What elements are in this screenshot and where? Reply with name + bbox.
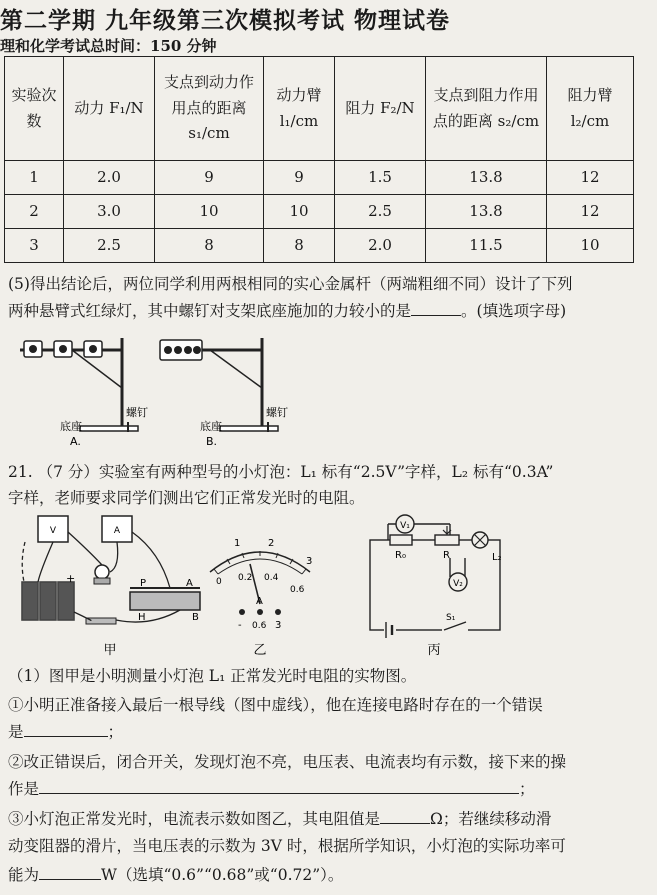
circuit-figures xyxy=(10,512,640,662)
q5-line2-end: 。(填选项字母) xyxy=(461,302,567,321)
page-title: 第二学期 九年级第三次模拟考试 物理试卷 xyxy=(0,7,451,34)
figure-yi-caption: 乙 xyxy=(253,643,267,658)
terminal-a-label: A xyxy=(186,578,193,589)
q3-line-d xyxy=(8,862,343,887)
header-cell: 阻力臂 l₂/cm xyxy=(547,57,634,161)
q3-power-blank[interactable] xyxy=(39,862,101,880)
table-cell: 2.0 xyxy=(64,161,155,195)
screw-label: 螺钉 xyxy=(266,406,288,419)
q3-unit-text: Ω；若继续移动滑 xyxy=(430,810,552,829)
header-cell: 动力 F₁/N xyxy=(64,57,155,161)
table-row xyxy=(5,229,634,263)
table-cell: 8 xyxy=(155,229,264,263)
q21-line1: 21. （7 分）实验室有两种型号的小灯泡：L₁ 标有“2.5V”字样，L₂ 标有“0.3A” xyxy=(8,463,554,481)
svg-text:V: V xyxy=(49,526,57,536)
q3-resistance-blank[interactable] xyxy=(380,806,430,824)
figure-bing-caption: 丙 xyxy=(427,643,441,658)
figure-bing xyxy=(370,515,502,658)
rheostat-label: R xyxy=(443,550,450,561)
table-cell: 9 xyxy=(155,161,264,195)
q1-answer-blank[interactable] xyxy=(24,719,108,737)
table-cell: 12 xyxy=(547,195,634,229)
q2-line-a: ②改正错误后，闭合开关，发现灯泡不亮，电压表、电流表均有示数，接下来的操 xyxy=(8,753,567,771)
figure-a xyxy=(20,338,148,448)
table-row xyxy=(5,195,634,229)
q1-line-a: ①小明正准备接入最后一根导线（图中虚线），他在连接电路时存在的一个错误 xyxy=(8,696,543,714)
table-cell: 12 xyxy=(547,161,634,195)
terminal-3: 3 xyxy=(275,620,282,631)
header-cell: 阻力 F₂/N xyxy=(335,57,426,161)
scale-bottom-tick: 0.4 xyxy=(264,573,279,583)
header-cell: 支点到阻力作用点的距离 s₂/cm xyxy=(426,57,547,161)
q21-line2: 字样，老师要求同学们测出它们正常发光时的电阻。 xyxy=(8,489,365,507)
table-header-row xyxy=(5,57,634,161)
table-cell: 2.5 xyxy=(64,229,155,263)
terminal-b-label: B xyxy=(192,612,199,623)
table-cell: 2.0 xyxy=(335,229,426,263)
table-cell: 10 xyxy=(155,195,264,229)
table-cell: 10 xyxy=(264,195,335,229)
v1-label: V₁ xyxy=(400,521,410,531)
base-label: 底座 xyxy=(60,420,82,433)
q1-prefix: 是 xyxy=(8,723,24,742)
option-b-label: B. xyxy=(206,435,218,448)
table-cell: 2 xyxy=(5,195,64,229)
table-cell: 8 xyxy=(264,229,335,263)
q3-line-c: 动变阻器的滑片，当电压表的示数为 3V 时，根据所学知识，小灯泡的实际功率可 xyxy=(8,837,566,855)
q1-line-b xyxy=(8,719,123,744)
q5-line2-text: 两种悬臂式红绿灯，其中螺钉对支架底座施加的力较小的是 xyxy=(8,302,412,321)
table-cell: 10 xyxy=(547,229,634,263)
terminal-06: 0.6 xyxy=(252,621,267,631)
q1-suffix: ； xyxy=(107,723,124,742)
q2-line-b xyxy=(8,776,535,801)
terminal-minus: - xyxy=(238,620,242,631)
figure-b xyxy=(160,338,288,448)
r0-label: R₀ xyxy=(395,550,406,561)
base-label: 底座 xyxy=(200,420,222,433)
part1-intro: （1）图甲是小明测量小灯泡 L₁ 正常发光时电阻的实物图。 xyxy=(8,667,417,685)
q5-line2 xyxy=(8,298,566,323)
figure-jia xyxy=(22,516,200,658)
table-cell: 2.5 xyxy=(335,195,426,229)
table-cell: 13.8 xyxy=(426,195,547,229)
ammeter-unit: A xyxy=(256,596,263,607)
exam-time-note: 理和化学考试总时间：150 分钟 xyxy=(0,37,217,55)
v2-label: V₂ xyxy=(453,579,463,589)
slider-p-label: P xyxy=(140,578,147,589)
option-a-label: A. xyxy=(70,435,81,448)
q2-prefix: 作是 xyxy=(8,780,40,799)
scale-top-tick: 3 xyxy=(306,556,313,567)
header-cell: 实验次数 xyxy=(5,57,64,161)
traffic-light-figures xyxy=(10,328,310,454)
screw-label: 螺钉 xyxy=(126,406,148,419)
lever-experiment-table xyxy=(4,56,634,263)
q3-text: ③小灯泡正常发光时，电流表示数如图乙，其电阻值是 xyxy=(8,810,381,829)
q3-prefix: 能为 xyxy=(8,866,40,885)
q2-answer-blank[interactable] xyxy=(39,776,519,794)
header-cell: 支点到动力作用点的距离 s₁/cm xyxy=(155,57,264,161)
table-cell: 1 xyxy=(5,161,64,195)
q5-line1: (5)得出结论后，两位同学利用两根相同的实心金属杆（两端粗细不同）设计了下列 xyxy=(8,275,573,293)
table-cell: 3 xyxy=(5,229,64,263)
s1-label: S₁ xyxy=(446,613,456,623)
table-row xyxy=(5,161,634,195)
q3-line-a xyxy=(8,806,551,831)
header-cell: 动力臂 l₁/cm xyxy=(264,57,335,161)
plus-label: + xyxy=(66,572,76,585)
scale-top-tick: 1 xyxy=(234,538,241,549)
scale-bottom-tick: 0.2 xyxy=(238,573,253,583)
l2-label: L₂ xyxy=(492,552,502,563)
table-cell: 11.5 xyxy=(426,229,547,263)
table-cell: 1.5 xyxy=(335,161,426,195)
q5-answer-blank[interactable] xyxy=(411,298,461,316)
table-cell: 9 xyxy=(264,161,335,195)
scale-top-tick: 2 xyxy=(268,538,275,549)
q3-choice-text: W（选填“0.6”“0.68”或“0.72”）。 xyxy=(101,866,344,885)
figure-jia-caption: 甲 xyxy=(103,643,117,658)
q2-suffix: ； xyxy=(519,780,535,799)
scale-bottom-tick: 0 xyxy=(216,577,222,587)
table-cell: 13.8 xyxy=(426,161,547,195)
scale-bottom-tick: 0.6 xyxy=(290,585,305,595)
svg-text:A: A xyxy=(113,526,121,536)
table-cell: 3.0 xyxy=(64,195,155,229)
terminal-h-label: H xyxy=(138,612,146,623)
figure-yi xyxy=(210,538,312,658)
